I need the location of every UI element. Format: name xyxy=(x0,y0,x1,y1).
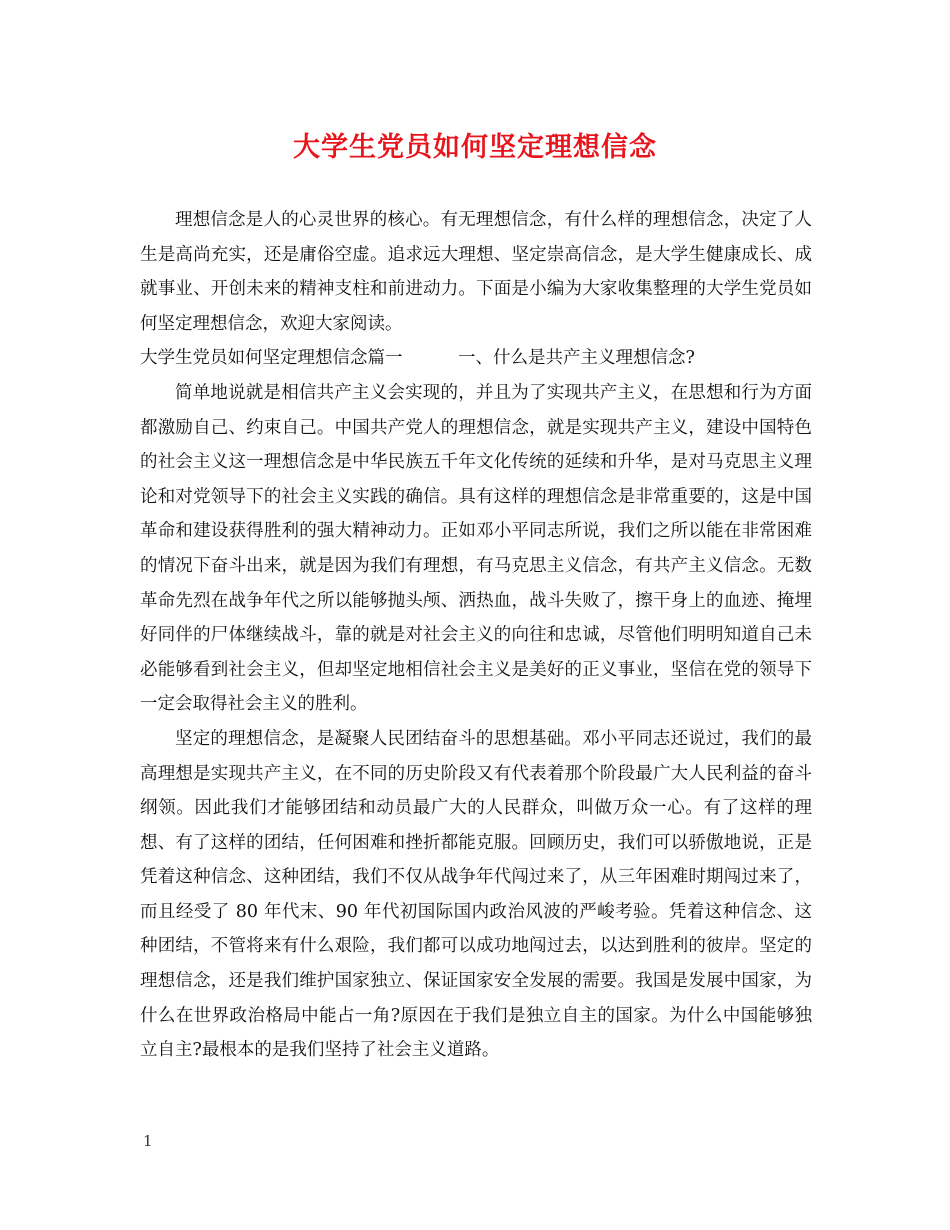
body-paragraph-2: 坚定的理想信念，是凝聚人民团结奋斗的思想基础。邓小平同志还说过，我们的最高理想是实现共产主义，在不同的历史阶段又有代表着那个阶段最广大人民利益的奋斗纲领。因此我们才能够团结和动员最广大的人民群众，叫做万众一心。有了这样的理想、有了这样的团结，任何困难和挫折都能克服。回顾历史，我们可以骄傲地说，正是凭着这种信念、这种团结，我们不仅从战争年代闯过来了，从三年困难时期闯过来了，而且经受了 80 年代末、90 年代初国际国内政治风波的严峻考验。凭着这种信念、这种团结，不管将来有什么艰险，我们都可以成功地闯过去，以达到胜利的彼岸。坚定的理想信念，还是我们维护国家独立、保证国家安全发展的需要。我国是发展中国家，为什么在世界政治格局中能占一角?原因在于我们是独立自主的国家。为什么中国能够独立自主?最根本的是我们坚持了社会主义道路。 xyxy=(140,728,812,1061)
document-body xyxy=(140,203,812,1068)
document-title: 大学生党员如何坚定理想信念 xyxy=(293,132,657,163)
section-heading: 大学生党员如何坚定理想信念篇一 xyxy=(140,348,403,369)
body-paragraph-1: 简单地说就是相信共产主义会实现的，并且为了实现共产主义，在思想和行为方面都激励自己、约束自己。中国共产党人的理想信念，就是实现共产主义，建设中国特色的社会主义这一理想信念是中华民族五千年文化传统的延续和升华，是对马克思主义理论和对党领导下的社会主义实践的确信。具有这样的理想信念是非常重要的，这是中国革命和建设获得胜利的强大精神动力。正如邓小平同志所说，我们之所以能在非常困难的情况下奋斗出来，就是因为我们有理想，有马克思主义信念，有共产主义信念。无数革命先烈在战争年代之所以能够抛头颅、洒热血，战斗失败了，擦干身上的血迹、掩埋好同伴的尸体继续战斗，靠的就是对社会主义的向往和忠诚，尽管他们明明知道自己未必能够看到社会主义，但却坚定地相信社会主义是美好的正义事业，坚信在党的领导下一定会取得社会主义的胜利。 xyxy=(140,382,812,715)
intro-paragraph: 理想信念是人的心灵世界的核心。有无理想信念，有什么样的理想信念，决定了人生是高尚充实，还是庸俗空虚。追求远大理想、坚定崇高信念，是大学生健康成长、成就事业、开创未来的精神支柱和前进动力。下面是小编为大家收集整理的大学生党员如何坚定理想信念，欢迎大家阅读。 xyxy=(140,210,812,334)
section-heading-row xyxy=(140,341,812,376)
section-subheading: 一、什么是共产主义理想信念? xyxy=(458,348,695,369)
page-number: 1 xyxy=(143,1132,153,1150)
